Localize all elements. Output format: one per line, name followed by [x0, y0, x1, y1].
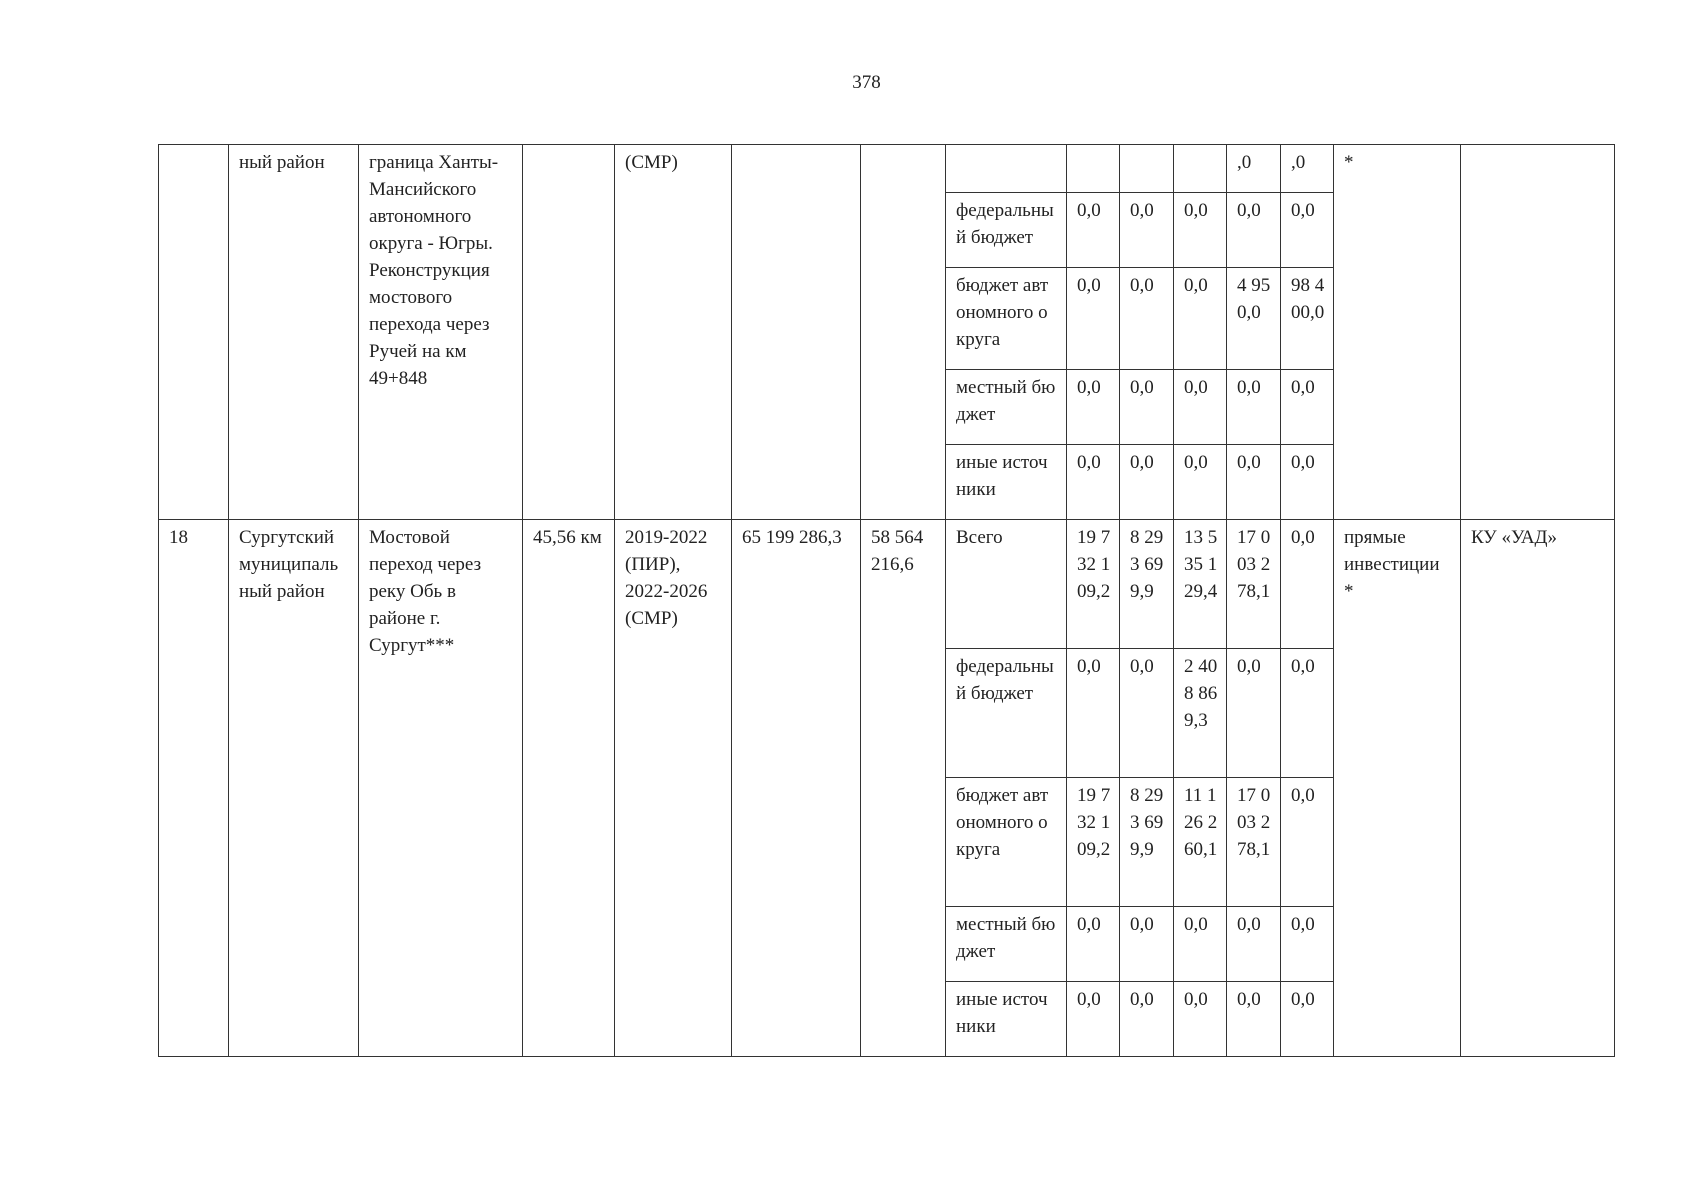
- cell-customer: [1461, 145, 1615, 520]
- cell-estimated-cost: [732, 145, 861, 520]
- cell-value: 8 293 699,9: [1120, 778, 1174, 907]
- cell-value: 19 732 109,2: [1067, 778, 1120, 907]
- cell-capacity: [523, 145, 615, 520]
- cell-period: 2019-2022 (ПИР), 2022-2026 (СМР): [615, 520, 732, 1057]
- cell-value: 0,0: [1067, 445, 1120, 520]
- cell-value: 0,0: [1281, 193, 1334, 268]
- page-number: 378: [852, 72, 881, 93]
- cell-value: 0,0: [1174, 982, 1227, 1057]
- cell-source-name: [946, 145, 1067, 193]
- cell-value: 0,0: [1227, 649, 1281, 778]
- cell-value: [1120, 145, 1174, 193]
- cell-value: 0,0: [1227, 370, 1281, 445]
- cell-capacity: 45,56 км: [523, 520, 615, 1057]
- cell-value: ,0: [1281, 145, 1334, 193]
- cell-value: 17 003 278,1: [1227, 778, 1281, 907]
- cell-value: 98 400,0: [1281, 268, 1334, 370]
- cell-value: 0,0: [1174, 907, 1227, 982]
- cell-district: Сургутский муниципальный район: [229, 520, 359, 1057]
- cell-district: ный район: [229, 145, 359, 520]
- cell-value: 0,0: [1120, 268, 1174, 370]
- cell-value: 0,0: [1227, 982, 1281, 1057]
- cell-value: 13 535 129,4: [1174, 520, 1227, 649]
- cell-value: 0,0: [1120, 907, 1174, 982]
- cell-value: 0,0: [1281, 907, 1334, 982]
- cell-value: 0,0: [1120, 982, 1174, 1057]
- table-row: [159, 145, 1615, 193]
- cell-value: 0,0: [1067, 649, 1120, 778]
- investment-table: [158, 144, 1615, 1057]
- cell-value: [1174, 145, 1227, 193]
- cell-value: 0,0: [1281, 370, 1334, 445]
- cell-value: ,0: [1227, 145, 1281, 193]
- cell-value: 0,0: [1120, 370, 1174, 445]
- cell-value: 0,0: [1120, 445, 1174, 520]
- cell-value: 0,0: [1067, 907, 1120, 982]
- cell-investment-type: *: [1334, 145, 1461, 520]
- cell-value: 2 408 869,3: [1174, 649, 1227, 778]
- cell-source-name: иные источники: [946, 445, 1067, 520]
- cell-value: 8 293 699,9: [1120, 520, 1174, 649]
- cell-object-name: Мостовой переход через реку Обь в районе г. Сургут***: [359, 520, 523, 1057]
- cell-value: [1067, 145, 1120, 193]
- cell-value: 0,0: [1227, 445, 1281, 520]
- cell-value: 0,0: [1174, 268, 1227, 370]
- table-row: [159, 520, 1615, 649]
- cell-value: 0,0: [1067, 268, 1120, 370]
- cell-source-name: федеральный бюджет: [946, 193, 1067, 268]
- cell-estimated-cost: 65 199 286,3: [732, 520, 861, 1057]
- cell-value: 0,0: [1227, 907, 1281, 982]
- cell-value: 0,0: [1120, 193, 1174, 268]
- cell-value: 0,0: [1174, 370, 1227, 445]
- cell-value: 0,0: [1067, 370, 1120, 445]
- cell-customer: КУ «УАД»: [1461, 520, 1615, 1057]
- cell-value: 0,0: [1281, 520, 1334, 649]
- cell-source-name: иные источники: [946, 982, 1067, 1057]
- cell-number: 18: [159, 520, 229, 1057]
- cell-source-name: бюджет автономного округа: [946, 268, 1067, 370]
- cell-investment-type: прямые инвестиции *: [1334, 520, 1461, 1057]
- cell-value: 0,0: [1174, 193, 1227, 268]
- cell-value: 11 126 260,1: [1174, 778, 1227, 907]
- cell-remaining-cost: 58 564 216,6: [861, 520, 946, 1057]
- cell-value: 0,0: [1067, 982, 1120, 1057]
- cell-value: 0,0: [1120, 649, 1174, 778]
- cell-number: [159, 145, 229, 520]
- cell-value: 0,0: [1281, 445, 1334, 520]
- cell-source-name: федеральный бюджет: [946, 649, 1067, 778]
- cell-source-name: Всего: [946, 520, 1067, 649]
- cell-value: 0,0: [1174, 445, 1227, 520]
- cell-value: 0,0: [1067, 193, 1120, 268]
- cell-source-name: бюджет автономного округа: [946, 778, 1067, 907]
- cell-value: 17 003 278,1: [1227, 520, 1281, 649]
- cell-value: 0,0: [1281, 778, 1334, 907]
- cell-value: 0,0: [1281, 649, 1334, 778]
- cell-value: 0,0: [1281, 982, 1334, 1057]
- cell-period: (СМР): [615, 145, 732, 520]
- cell-source-name: местный бюджет: [946, 907, 1067, 982]
- cell-object-name: граница Ханты-Мансийского автономного округа - Югры. Реконструкция мостового перехода через Ручей на км 49+848: [359, 145, 523, 520]
- cell-remaining-cost: [861, 145, 946, 520]
- cell-value: 0,0: [1227, 193, 1281, 268]
- cell-source-name: местный бюджет: [946, 370, 1067, 445]
- cell-value: 4 950,0: [1227, 268, 1281, 370]
- cell-value: 19 732 109,2: [1067, 520, 1120, 649]
